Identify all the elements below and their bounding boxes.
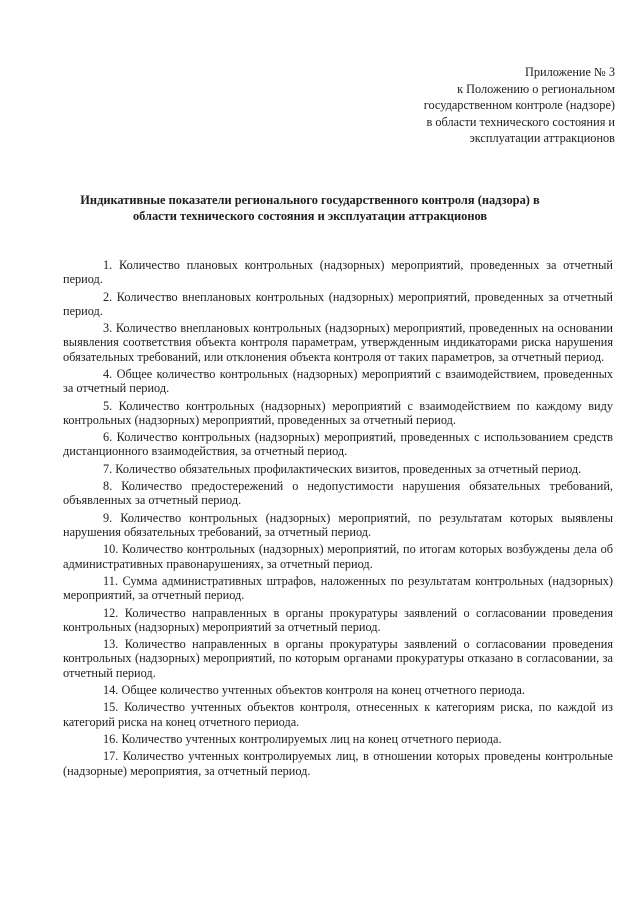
list-item: 15. Количество учтенных объектов контроля, отнесенных к категориям риска, по каждой из категорий риска на конец отчетного периода. bbox=[63, 700, 613, 729]
appendix-line: Приложение № 3 bbox=[524, 65, 615, 79]
list-item: 7. Количество обязательных профилактических визитов, проведенных за отчетный период. bbox=[103, 461, 582, 476]
appendix-line: в области технического состояния и bbox=[426, 114, 615, 129]
list-item: 16. Количество учтенных контролируемых лиц на конец отчетного периода. bbox=[103, 731, 502, 746]
appendix-line: эксплуатации аттракционов bbox=[469, 131, 615, 145]
list-item: 10. Количество контрольных (надзорных) мероприятий, по итогам которых возбуждены дела об административных правонарушениях, за отчетный период. bbox=[63, 542, 613, 571]
list-item: 9. Количество контрольных (надзорных) мероприятий, по результатам которых выявлены нарушения обязательных требований, за отчетный период. bbox=[63, 510, 613, 539]
list-item: 12. Количество направленных в органы прокуратуры заявлений о согласовании проведения контрольных (надзорных) мероприятий за отчетный период. bbox=[63, 605, 613, 634]
title-line: Индикативные показатели регионального государственного контроля (надзора) в bbox=[80, 193, 540, 207]
list-item: 4. Общее количество контрольных (надзорных) мероприятий с взаимодействием, проведенных за отчетный период. bbox=[63, 366, 613, 396]
list-item: 1. Количество плановых контрольных (надзорных) мероприятий, проведенных за отчетный период. bbox=[63, 258, 613, 287]
title-line: области технического состояния и эксплуатации аттракционов bbox=[132, 209, 488, 223]
appendix-reference bbox=[424, 64, 615, 147]
list-item: 3. Количество внеплановых контрольных (надзорных) мероприятий, проведенных на основании выявления соответствия объекта контроля параметрам, утвержденным индикаторами риска нарушения обязательных требований, или отклонения объекта контроля от таких параметров, за отчетный период. bbox=[63, 321, 613, 364]
list-item: 5. Количество контрольных (надзорных) мероприятий с взаимодействием по каждому виду контрольных (надзорных) мероприятий, проведенных за отчетный период. bbox=[63, 398, 613, 427]
indicator-list bbox=[63, 258, 613, 781]
list-item: 2. Количество внеплановых контрольных (надзорных) мероприятий, проведенных за отчетный период. bbox=[63, 289, 613, 318]
appendix-line: к Положению о региональном bbox=[457, 81, 615, 96]
list-item: 14. Общее количество учтенных объектов контроля на конец отчетного периода. bbox=[103, 682, 525, 697]
appendix-line: государственном контроле (надзоре) bbox=[423, 98, 615, 112]
list-item: 13. Количество направленных в органы прокуратуры заявлений о согласовании проведения контрольных (надзорных) мероприятий, по которым органами прокуратуры отказано в согласовании, за отчетный период. bbox=[63, 637, 613, 680]
list-item: 17. Количество учтенных контролируемых лиц, в отношении которых проведены контрольные (надзорные) мероприятия, за отчетный период. bbox=[63, 749, 613, 778]
document-title bbox=[80, 192, 540, 224]
list-item: 6. Количество контрольных (надзорных) мероприятий, проведенных с использованием средств дистанционного взаимодействия, за отчетный период. bbox=[63, 430, 613, 459]
list-item: 8. Количество предостережений о недопустимости нарушения обязательных требований, объявленных за отчетный период. bbox=[63, 479, 613, 508]
list-item: 11. Сумма административных штрафов, наложенных по результатам контрольных (надзорных) мероприятий, за отчетный период. bbox=[63, 573, 613, 603]
